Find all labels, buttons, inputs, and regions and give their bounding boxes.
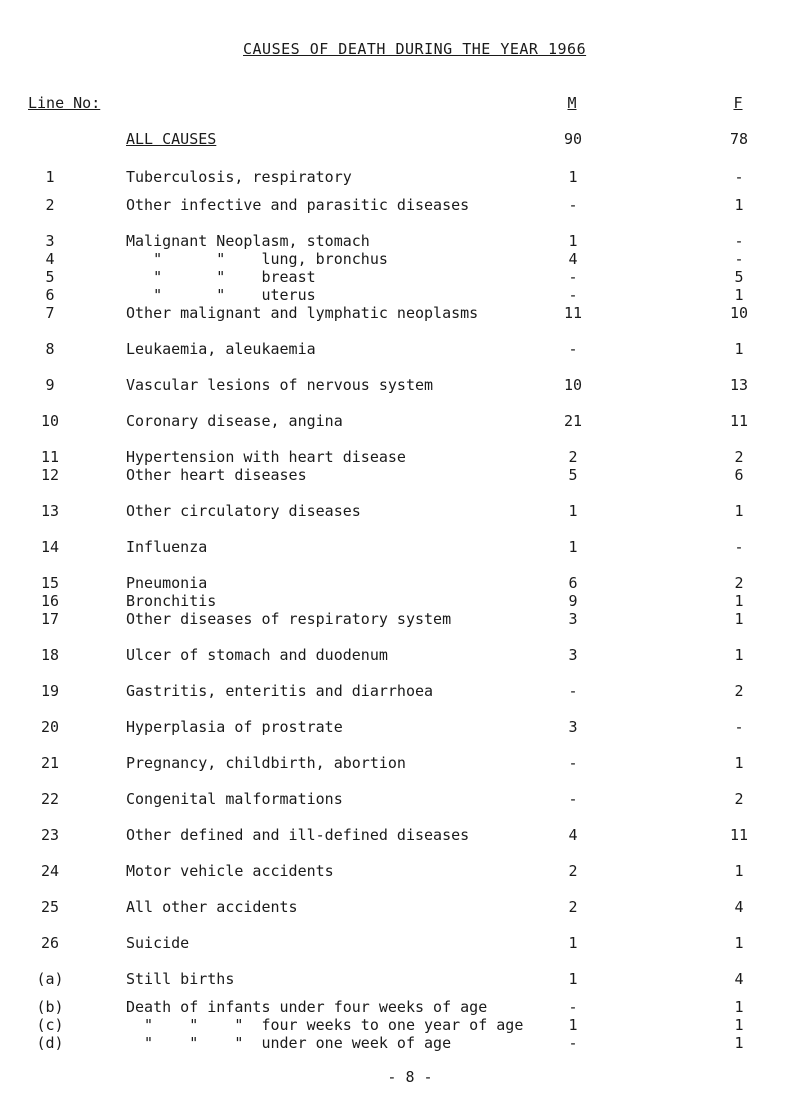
cause-label: Hypertension with heart disease	[126, 448, 406, 466]
table-row	[0, 448, 801, 468]
cause-label: Still births	[126, 970, 235, 988]
male-count: 1	[568, 934, 578, 952]
line-number: 14	[40, 538, 60, 556]
cause-label: Bronchitis	[126, 592, 217, 610]
male-count: 1	[568, 168, 578, 186]
table-row	[0, 574, 801, 594]
cause-label: Pregnancy, childbirth, abortion	[126, 754, 406, 772]
cause-label: Death of infants under four weeks of age	[126, 998, 488, 1016]
female-count: 2	[734, 574, 744, 592]
female-count: 10	[729, 304, 749, 322]
male-count: 2	[568, 862, 578, 880]
table-row	[0, 502, 801, 522]
line-number: 26	[40, 934, 60, 952]
cause-label: Hyperplasia of prostrate	[126, 718, 343, 736]
male-count: 1	[568, 502, 578, 520]
table-row	[0, 304, 801, 324]
female-count: 1	[734, 754, 744, 772]
table-row	[0, 250, 801, 270]
table-row	[0, 898, 801, 918]
cause-label: Other circulatory diseases	[126, 502, 361, 520]
all-causes-row	[0, 130, 801, 150]
female-count: 1	[734, 934, 744, 952]
female-count: 1	[734, 502, 744, 520]
line-number: 12	[40, 466, 60, 484]
table-row	[0, 826, 801, 846]
table-row	[0, 1016, 801, 1036]
table-row	[0, 682, 801, 702]
table-row	[0, 998, 801, 1018]
line-number: (a)	[36, 970, 64, 988]
table-row	[0, 466, 801, 486]
line-number: 10	[40, 412, 60, 430]
female-count: 4	[734, 970, 744, 988]
female-count: 5	[734, 268, 744, 286]
cause-label: Gastritis, enteritis and diarrhoea	[126, 682, 434, 700]
table-row	[0, 268, 801, 288]
line-number: 4	[45, 250, 55, 268]
line-number: 16	[40, 592, 60, 610]
male-count: 6	[568, 574, 578, 592]
line-number: 5	[45, 268, 55, 286]
table-row	[0, 862, 801, 882]
cause-label: Coronary disease, angina	[126, 412, 343, 430]
female-count: 1	[734, 862, 744, 880]
cause-label: " " " four weeks to one year of age	[126, 1016, 524, 1034]
table-row	[0, 538, 801, 558]
male-count: -	[568, 790, 578, 808]
male-count: -	[568, 196, 578, 214]
female-count: -	[734, 168, 744, 186]
table-row	[0, 970, 801, 990]
male-count: 3	[568, 718, 578, 736]
male-count: 3	[568, 646, 578, 664]
female-count: -	[734, 250, 744, 268]
cause-label: Suicide	[126, 934, 190, 952]
line-number: 22	[40, 790, 60, 808]
table-row	[0, 412, 801, 432]
table-row	[0, 718, 801, 738]
table-row	[0, 1034, 801, 1054]
table-row	[0, 790, 801, 810]
male-count: 2	[568, 448, 578, 466]
male-count: 1	[568, 538, 578, 556]
line-number: 3	[45, 232, 55, 250]
cause-label: Leukaemia, aleukaemia	[126, 340, 316, 358]
male-count: 4	[568, 250, 578, 268]
female-count: 1	[734, 340, 744, 358]
table-row	[0, 286, 801, 306]
male-count: 1	[568, 232, 578, 250]
cause-label: Tuberculosis, respiratory	[126, 168, 352, 186]
female-count: 1	[734, 592, 744, 610]
female-count: 1	[734, 1016, 744, 1034]
cause-label: " " uterus	[126, 286, 316, 304]
male-count: 4	[568, 826, 578, 844]
table-row	[0, 646, 801, 666]
female-count: 13	[729, 376, 749, 394]
all-causes-male: 90	[563, 130, 583, 148]
female-count: 11	[729, 412, 749, 430]
female-count: 1	[734, 286, 744, 304]
female-count: -	[734, 718, 744, 736]
page-number: - 8 -	[387, 1068, 433, 1086]
line-number: 2	[45, 196, 55, 214]
male-count: 9	[568, 592, 578, 610]
cause-label: " " " under one week of age	[126, 1034, 452, 1052]
cause-label: " " breast	[126, 268, 316, 286]
cause-label: Other defined and ill-defined diseases	[126, 826, 470, 844]
line-number: (c)	[36, 1016, 64, 1034]
line-number: 11	[40, 448, 60, 466]
cause-label: Other malignant and lymphatic neoplasms	[126, 304, 479, 322]
female-count: -	[734, 232, 744, 250]
female-column-header: F	[733, 94, 743, 112]
male-count: -	[568, 268, 578, 286]
table-row	[0, 168, 801, 188]
cause-label: Influenza	[126, 538, 208, 556]
cause-label: Other heart diseases	[126, 466, 307, 484]
male-count: 10	[563, 376, 583, 394]
cause-label: Other diseases of respiratory system	[126, 610, 452, 628]
line-number: (d)	[36, 1034, 64, 1052]
cause-label: Other infective and parasitic diseases	[126, 196, 470, 214]
table-row	[0, 934, 801, 954]
female-count: 1	[734, 196, 744, 214]
line-no-header: Line No:	[28, 94, 101, 112]
male-count: 1	[568, 970, 578, 988]
table-row	[0, 196, 801, 216]
male-count: -	[568, 1034, 578, 1052]
cause-label: Vascular lesions of nervous system	[126, 376, 434, 394]
female-count: 1	[734, 998, 744, 1016]
page-title: CAUSES OF DEATH DURING THE YEAR 1966	[243, 40, 587, 58]
cause-label: Motor vehicle accidents	[126, 862, 334, 880]
line-number: 7	[45, 304, 55, 322]
table-row	[0, 610, 801, 630]
male-count: 21	[563, 412, 583, 430]
male-count: -	[568, 286, 578, 304]
line-number: (b)	[36, 998, 64, 1016]
female-count: 1	[734, 646, 744, 664]
line-number: 17	[40, 610, 60, 628]
line-number: 18	[40, 646, 60, 664]
male-column-header: M	[567, 94, 577, 112]
cause-label: Pneumonia	[126, 574, 208, 592]
cause-label: Malignant Neoplasm, stomach	[126, 232, 370, 250]
table-row	[0, 592, 801, 612]
line-number: 15	[40, 574, 60, 592]
male-count: -	[568, 682, 578, 700]
female-count: 6	[734, 466, 744, 484]
all-causes-label: ALL CAUSES	[126, 130, 217, 148]
table-row	[0, 340, 801, 360]
female-count: 2	[734, 682, 744, 700]
line-number: 13	[40, 502, 60, 520]
line-number: 8	[45, 340, 55, 358]
male-count: -	[568, 754, 578, 772]
cause-label: Congenital malformations	[126, 790, 343, 808]
male-count: 3	[568, 610, 578, 628]
line-number: 9	[45, 376, 55, 394]
line-number: 20	[40, 718, 60, 736]
table-row	[0, 754, 801, 774]
table-row	[0, 376, 801, 396]
all-causes-female: 78	[729, 130, 749, 148]
male-count: 1	[568, 1016, 578, 1034]
cause-label: All other accidents	[126, 898, 298, 916]
line-number: 23	[40, 826, 60, 844]
male-count: 5	[568, 466, 578, 484]
female-count: 2	[734, 448, 744, 466]
male-count: 11	[563, 304, 583, 322]
female-count: 4	[734, 898, 744, 916]
cause-label: " " lung, bronchus	[126, 250, 388, 268]
female-count: 2	[734, 790, 744, 808]
line-number: 25	[40, 898, 60, 916]
line-number: 21	[40, 754, 60, 772]
male-count: 2	[568, 898, 578, 916]
cause-label: Ulcer of stomach and duodenum	[126, 646, 388, 664]
line-number: 19	[40, 682, 60, 700]
line-number: 1	[45, 168, 55, 186]
female-count: -	[734, 538, 744, 556]
line-number: 24	[40, 862, 60, 880]
male-count: -	[568, 340, 578, 358]
female-count: 1	[734, 1034, 744, 1052]
line-number: 6	[45, 286, 55, 304]
female-count: 1	[734, 610, 744, 628]
female-count: 11	[729, 826, 749, 844]
male-count: -	[568, 998, 578, 1016]
table-row	[0, 232, 801, 252]
